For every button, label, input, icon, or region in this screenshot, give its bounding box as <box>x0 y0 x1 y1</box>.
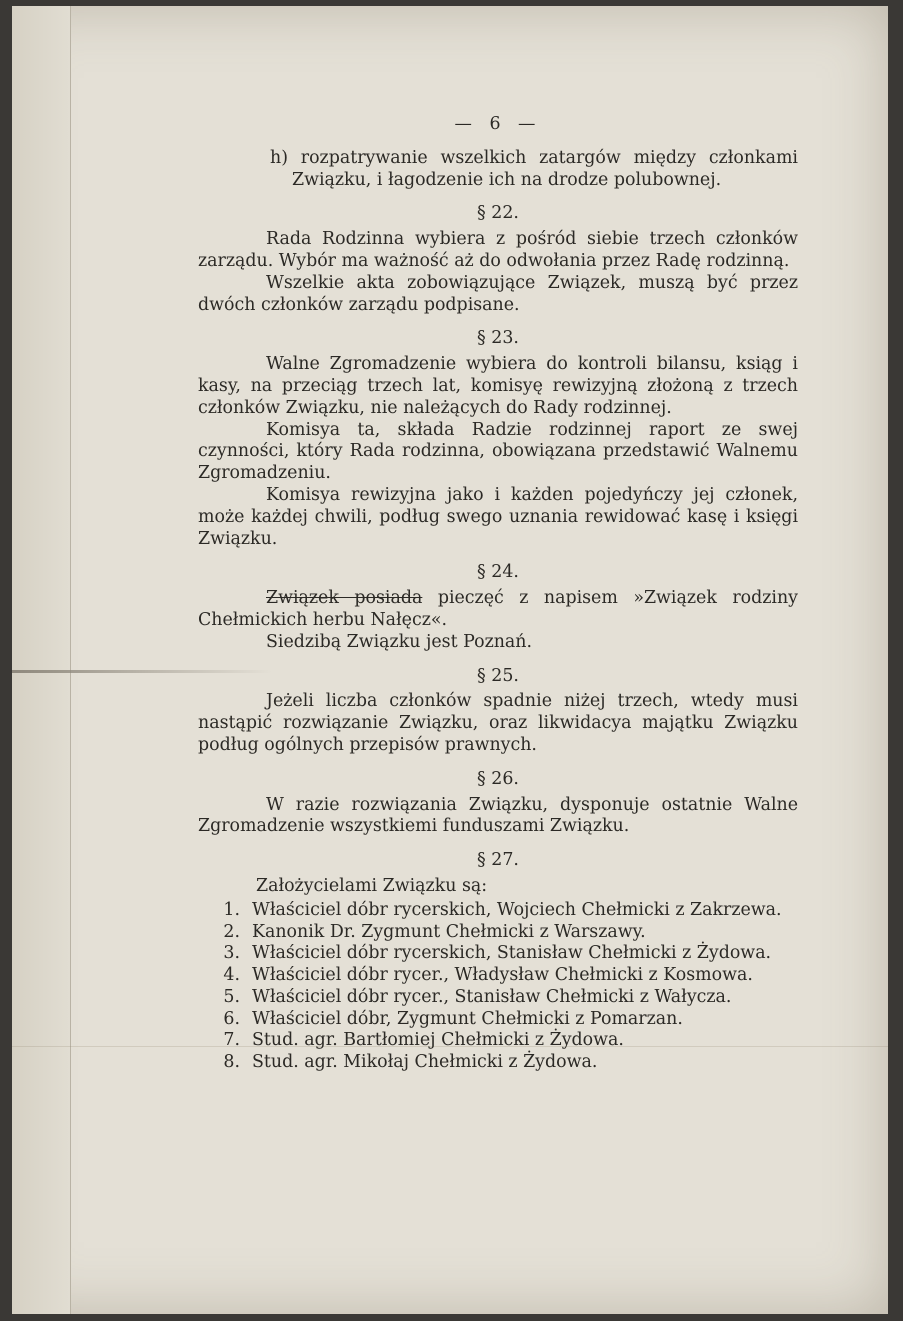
page-number: — 6 — <box>454 114 542 134</box>
section-25-paragraph-1: Jeżeli liczba członków spadnie niżej trzech, wtedy musi nastąpić rozwiązanie Związku, oraz likwidacya majątku Związku podług ogólnych przepisów prawnych. <box>198 691 798 755</box>
section-22-heading: § 22. <box>477 203 519 224</box>
list-text: Właściciel dóbr rycer., Stanisław Chełmicki z Wałycza. <box>252 986 732 1007</box>
page-content <box>198 114 798 1074</box>
founders-list <box>198 900 798 1074</box>
section-24-paragraph-1 <box>198 588 798 632</box>
list-number: 5. <box>223 986 240 1007</box>
list-item <box>198 900 798 922</box>
section-23-paragraph-2: Komisya ta, składa Radzie rodzinnej raport ze swej czynności, który Rada rodzinna, obowiązana przedstawić Walnemu Zgromadzeniu. <box>198 419 798 484</box>
list-text: Właściciel dóbr rycerskich, Wojciech Chełmicki z Zakrzewa. <box>252 899 782 920</box>
list-item <box>198 987 798 1009</box>
document-page <box>12 6 888 1314</box>
list-number: 1. <box>223 899 240 920</box>
list-item <box>198 922 798 944</box>
section-27-heading: § 27. <box>477 850 519 871</box>
binding-strip <box>12 6 71 1314</box>
section-24-paragraph-1-rest: pieczęć z napisem »Związek rodziny Chełmickich herbu Nałęcz«. <box>198 588 798 630</box>
list-number: 7. <box>223 1030 240 1051</box>
founders-intro: Założycielami Związku są: <box>256 875 488 896</box>
item-h: h) rozpatrywanie wszelkich zatargów między członkami Związku, i łagodzenie ich na drodze polubownej. <box>270 147 798 190</box>
struck-text: Związek posiada <box>266 588 423 609</box>
list-text: Kanonik Dr. Zygmunt Chełmicki z Warszawy. <box>252 921 646 942</box>
list-item <box>198 943 798 965</box>
section-22-paragraph-2: Wszelkie akta zobowiązujące Związek, muszą być przez dwóch członków zarządu podpisane. <box>198 272 798 315</box>
list-number: 6. <box>223 1008 240 1029</box>
section-23-heading: § 23. <box>477 328 519 349</box>
list-text: Stud. agr. Mikołaj Chełmicki z Żydowa. <box>252 1052 598 1073</box>
list-number: 2. <box>223 921 240 942</box>
section-24-paragraph-2: Siedzibą Związku jest Poznań. <box>266 631 533 652</box>
list-number: 3. <box>223 943 240 964</box>
section-23-paragraph-3: Komisya rewizyjna jako i każden pojedyńczy jej członek, może każdej chwili, podług swego uznania rewidować kasę i księgi Związku. <box>198 484 798 549</box>
section-23-paragraph-1: Walne Zgromadzenie wybiera do kontroli bilansu, ksiąg i kasy, na przeciąg trzech lat, komisyę rewizyjną złożoną z trzech członków Związku, nie należących do Rady rodzinnej. <box>198 354 798 418</box>
section-26-heading: § 26. <box>477 768 519 789</box>
section-25-heading: § 25. <box>477 665 519 686</box>
list-text: Właściciel dóbr, Zygmunt Chełmicki z Pomarzan. <box>252 1008 683 1029</box>
list-text: Właściciel dóbr rycerskich, Stanisław Chełmicki z Żydowa. <box>252 943 772 964</box>
section-24-heading: § 24. <box>477 562 519 583</box>
list-number: 4. <box>223 965 240 986</box>
list-item <box>198 965 798 987</box>
section-26-paragraph-1: W razie rozwiązania Związku, dysponuje ostatnie Walne Zgromadzenie wszystkiemi funduszami Związku. <box>198 794 798 837</box>
list-text: Stud. agr. Bartłomiej Chełmicki z Żydowa. <box>252 1030 624 1051</box>
section-22-paragraph-1: Rada Rodzinna wybiera z pośród siebie trzech członków zarządu. Wybór ma ważność aż do odwołania przez Radę rodzinną. <box>198 229 798 271</box>
list-item <box>198 1030 798 1052</box>
list-item <box>198 1052 798 1074</box>
list-item <box>198 1009 798 1031</box>
list-text: Właściciel dóbr rycer., Władysław Chełmicki z Kosmowa. <box>252 965 753 986</box>
list-number: 8. <box>223 1052 240 1073</box>
